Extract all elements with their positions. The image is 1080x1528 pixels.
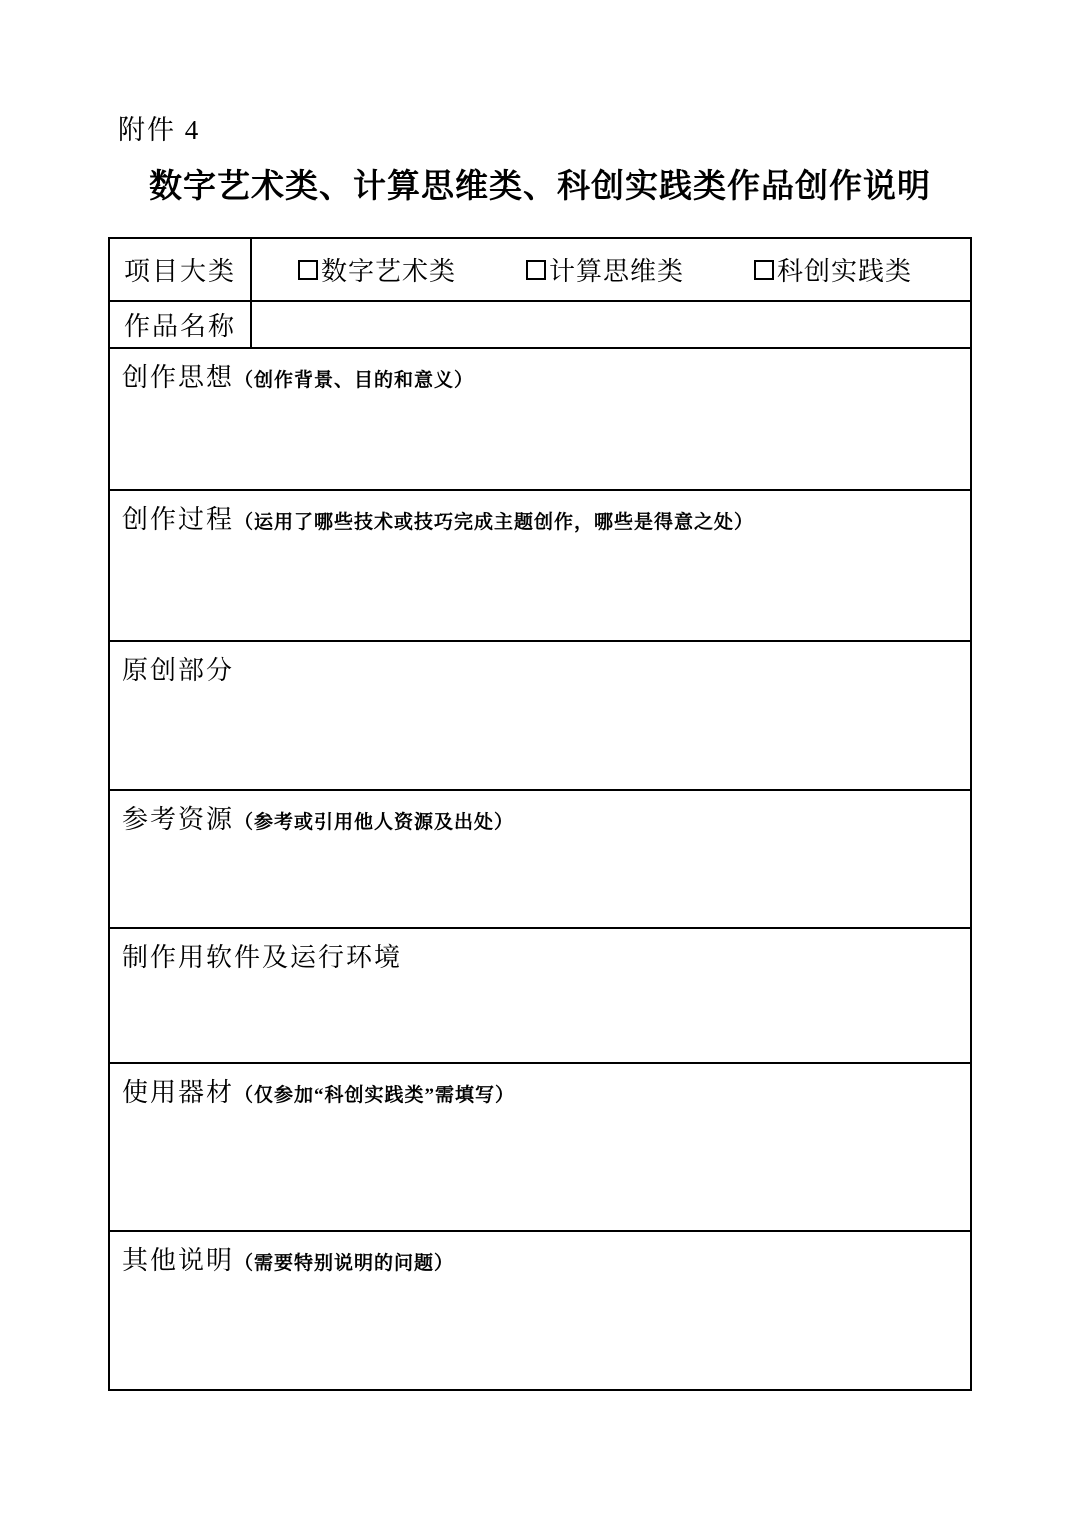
form-table	[108, 237, 972, 1391]
checkbox-scitech-practice-icon[interactable]	[754, 260, 774, 280]
section-row-equipment-used[interactable]	[110, 1062, 970, 1230]
option-scitech-practice-label: 科创实践类	[776, 257, 912, 286]
section-label: 使用器材	[122, 1078, 235, 1107]
section-row-other-notes[interactable]	[110, 1230, 970, 1389]
option-digital-art-label: 数字艺术类	[321, 257, 457, 286]
option-scitech-practice[interactable]	[754, 251, 912, 288]
section-label: 参考资源	[122, 805, 235, 834]
section-hint: （参考或引用他人资源及出处）	[234, 812, 515, 833]
checkbox-digital-art-icon[interactable]	[298, 260, 318, 280]
section-row-reference-resources[interactable]	[110, 789, 970, 927]
checkbox-computational-thinking-icon[interactable]	[526, 260, 546, 280]
section-hint: （运用了哪些技术或技巧完成主题创作，哪些是得意之处）	[234, 512, 755, 533]
option-computational-thinking[interactable]	[526, 251, 684, 288]
work-name-field[interactable]	[252, 302, 970, 347]
work-name-row	[110, 300, 970, 347]
attachment-label: 附件 4	[118, 115, 201, 145]
section-label: 制作用软件及运行环境	[122, 943, 403, 972]
category-row-label: 项目大类	[110, 239, 252, 300]
category-row	[110, 239, 970, 300]
option-digital-art[interactable]	[298, 251, 456, 288]
work-name-label: 作品名称	[110, 302, 252, 347]
section-row-creative-process[interactable]	[110, 489, 970, 640]
section-label: 原创部分	[122, 656, 235, 685]
section-row-original-part[interactable]	[110, 640, 970, 789]
section-hint: （需要特别说明的问题）	[234, 1253, 455, 1274]
section-hint: （创作背景、目的和意义）	[234, 370, 475, 391]
section-row-software-environment[interactable]	[110, 927, 970, 1062]
option-computational-thinking-label: 计算思维类	[548, 257, 684, 286]
section-label: 创作思想	[122, 363, 235, 392]
category-options	[252, 239, 970, 300]
section-label: 创作过程	[122, 505, 235, 534]
section-row-creative-idea[interactable]	[110, 347, 970, 489]
section-label: 其他说明	[122, 1246, 235, 1275]
page-title: 数字艺术类、计算思维类、科创实践类作品创作说明	[149, 169, 931, 205]
section-hint: （仅参加“科创实践类”需填写）	[234, 1085, 516, 1106]
